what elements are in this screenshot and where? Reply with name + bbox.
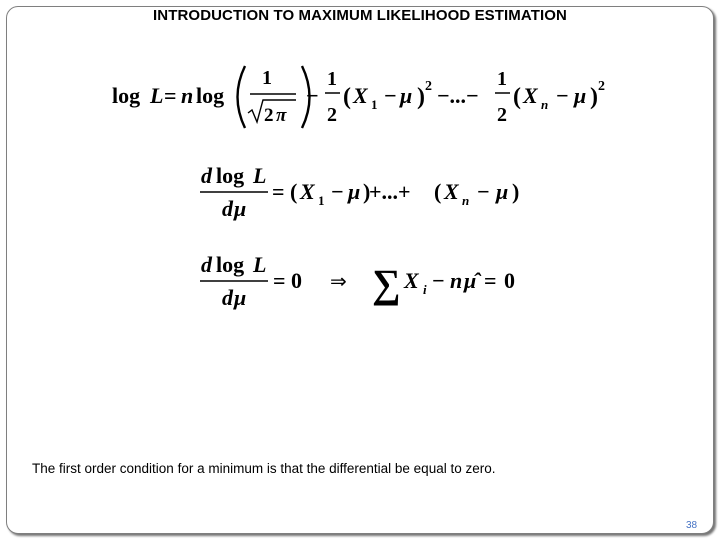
eq2-subn: n <box>462 193 470 208</box>
sigma-icon: ∑ <box>372 261 401 306</box>
eq1-log2: log <box>196 83 225 108</box>
eq1-one: 1 <box>262 67 272 89</box>
slide-caption: The first order condition for a minimum is that the differential be equal to zero. <box>32 461 496 476</box>
eq1-frac2-den: 2 <box>497 104 507 126</box>
eq3-subi: i <box>423 282 427 297</box>
slide-number: 38 <box>686 520 698 531</box>
eq3-dmu-d: d <box>222 285 233 310</box>
eq3-d: d <box>201 252 212 277</box>
eq1-n: n <box>181 83 194 108</box>
eq2-log: log <box>216 163 245 188</box>
slide-title: INTRODUCTION TO MAXIMUM LIKELIHOOD ESTIMATION <box>153 7 567 24</box>
eq2-sub1: 1 <box>318 193 325 208</box>
eq2-mu2: μ <box>496 179 509 204</box>
eq1-paren-a-open: ( <box>343 84 351 110</box>
eq1-equals: = <box>164 83 177 108</box>
eq2-dmu-d: d <box>222 196 233 221</box>
eq1-minus-mu2: − <box>556 83 569 108</box>
eq1-sub1: 1 <box>371 97 378 112</box>
eq2-close1: ) <box>363 179 371 204</box>
eq2-minus2: − <box>477 179 490 204</box>
eq3-X: X <box>404 268 419 293</box>
eq1-mu1: μ <box>400 83 413 108</box>
eq3-log: log <box>216 252 245 277</box>
eq1-X1: X <box>353 83 368 108</box>
eq2-d: d <box>201 163 212 188</box>
eq1-sq1: 2 <box>425 79 432 94</box>
eq1-sqrt-two: 2 <box>264 105 274 126</box>
eq3-L: L <box>253 252 267 277</box>
eq1-frac2-num: 1 <box>497 68 507 90</box>
eq1-paren-b-close: ) <box>590 84 598 110</box>
eq3-n: n <box>450 268 463 293</box>
eq3-eq-zero: = 0 <box>273 268 303 293</box>
eq1-frac1-den: 2 <box>327 104 337 126</box>
eq2-minus1: − <box>331 179 344 204</box>
eq1-paren-a-close: ) <box>417 84 425 110</box>
eq1-pi: π <box>276 105 287 126</box>
eq1-Xn: X <box>523 83 538 108</box>
eq3-muhat: μ̂ <box>464 268 477 293</box>
eq1-minus-mu: − <box>384 83 397 108</box>
eq3-dmu-mu: μ <box>234 285 247 310</box>
eq2-open1: ( <box>290 179 298 204</box>
eq2-plus-dots: +...+ <box>369 179 411 204</box>
eq2-X1: X <box>300 179 315 204</box>
eq1-sq2: 2 <box>598 79 605 94</box>
eq1-L: L <box>150 83 164 108</box>
eq1-subn: n <box>541 97 549 112</box>
eq2-L: L <box>253 163 267 188</box>
eq3-minus: − <box>432 268 445 293</box>
eq2-equals: = <box>272 179 285 204</box>
eq2-Xn: X <box>444 179 459 204</box>
eq3-zero: 0 <box>504 268 515 293</box>
eq1-log: log <box>112 83 141 108</box>
eq1-frac1-num: 1 <box>327 68 337 90</box>
eq1-mu2: μ <box>574 83 587 108</box>
eq2-dmu-mu: μ <box>234 196 247 221</box>
eq2-open2: ( <box>434 179 442 204</box>
eq1-dots: −...− <box>437 83 479 108</box>
eq3-eq: = <box>484 268 497 293</box>
eq2-close2: ) <box>512 179 520 204</box>
eq2-mu1: μ <box>348 179 361 204</box>
eq1-minus: − <box>306 83 319 108</box>
eq1-paren-b-open: ( <box>513 84 521 110</box>
implies-icon: ⇒ <box>330 269 347 293</box>
